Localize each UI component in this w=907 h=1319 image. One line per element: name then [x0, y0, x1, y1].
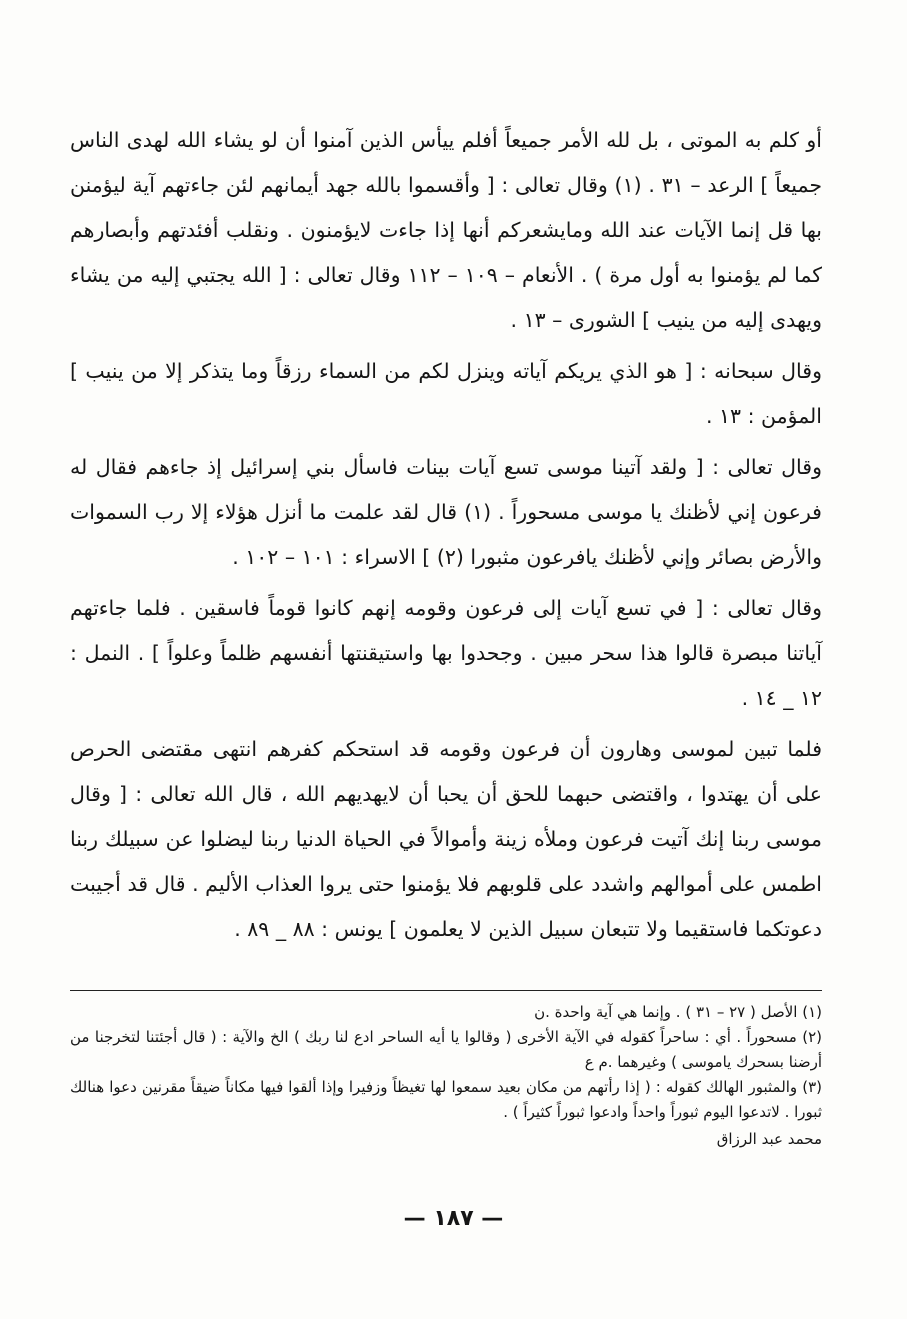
page-number: — ١٨٧ —: [403, 1206, 504, 1231]
paragraph: وقال سبحانه : [ هو الذي يريكم آياته وينزل لكم من السماء رزقاً وما يتذكر إلا من ينيب ] المؤمن : ١٣ .: [70, 359, 822, 428]
main-text: [70, 118, 822, 952]
footnote-divider: [70, 990, 822, 991]
footnote: (١) الأصل ( ٢٧ – ٣١ ) . وإنما هي آية واحدة .ن: [534, 1003, 822, 1021]
paragraph: أو كلم به الموتى ، بل لله الأمر جميعاً أفلم ييأس الذين آمنوا أن لو يشاء الله لهدى الناس جميعاً ] الرعد – ٣١ . (١) وقال تعالى : [ وأقسموا بالله جهد أيمانهم لئن جاءتهم آية ليؤمنن بها قل إنما الآيات عند الله ومايشعركم أنها إذا جاءت لايؤمنون . ونقلب أفئدتهم وأبصارهم كما لم يؤمنوا به أول مرة ) . الأنعام – ١٠٩ – ١١٢ وقال تعالى : [ الله يجتبي إليه من يشاء ويهدى إليه من ينيب ] الشورى – ١٣ .: [70, 128, 823, 332]
footnote: (٢) مسحوراً . أي : ساحراً كقوله في الآية الأخرى ( وقالوا يا أيه الساحر ادع لنا ربك ) الخ والآية : ( قال أجئتنا لتخرجنا من أرضنا بسحرك ياموسى ) وغيرهما .م ع: [70, 1028, 822, 1071]
editor-signature: محمد عبد الرزاق: [716, 1130, 822, 1148]
paragraph: فلما تبين لموسى وهارون أن فرعون وقومه قد استحكم كفرهم انتهى مقتضى الحرص على أن يهتدوا ، واقتضى حبهما للحق أن يحبا أن لايهديهم الله ، قال الله تعالى : [ وقال موسى ربنا إنك آتيت فرعون وملأه زينة وأموالاً في الحياة الدنيا ربنا ليضلوا عن سبيلك ربنا اطمس على أموالهم واشدد على قلوبهم فلا يؤمنوا حتى يروا العذاب الأليم . قال قد أجيبت دعوتكما فاستقيما ولا تتبعان سبيل الذين لا يعلمون ] يونس : ٨٨ _ ٨٩ .: [70, 737, 822, 941]
paragraph: وقال تعالى : [ ولقد آتينا موسى تسع آيات بينات فاسأل بني إسرائيل إذ جاءهم فقال له فرعون إني لأظنك يا موسى مسحوراً . (١) قال لقد علمت ما أنزل هؤلاء إلا رب السموات والأرض بصائر وإني لأظنك يافرعون مثبورا (٢) ] الاسراء : ١٠١ – ١٠٢ .: [70, 455, 822, 569]
footnotes: [70, 1000, 822, 1152]
footnote: (٣) والمثبور الهالك كقوله : ( إذا رأتهم من مكان بعيد سمعوا لها تغيظاً وزفيرا وإذا ألقوا فيها مكاناً ضيقاً مقرنين دعوا هنالك ثبورا . لاتدعوا اليوم ثبوراً واحداً وادعوا ثبوراً كثيراً ) .: [70, 1078, 822, 1121]
paragraph: وقال تعالى : [ في تسع آيات إلى فرعون وقومه إنهم كانوا قوماً فاسقين . فلما جاءتهم آياتنا مبصرة قالوا هذا سحر مبين . وجحدوا بها واستيقنتها أنفسهم ظلماً وعلواً ] . النمل : ١٢ _ ١٤ .: [70, 596, 822, 710]
